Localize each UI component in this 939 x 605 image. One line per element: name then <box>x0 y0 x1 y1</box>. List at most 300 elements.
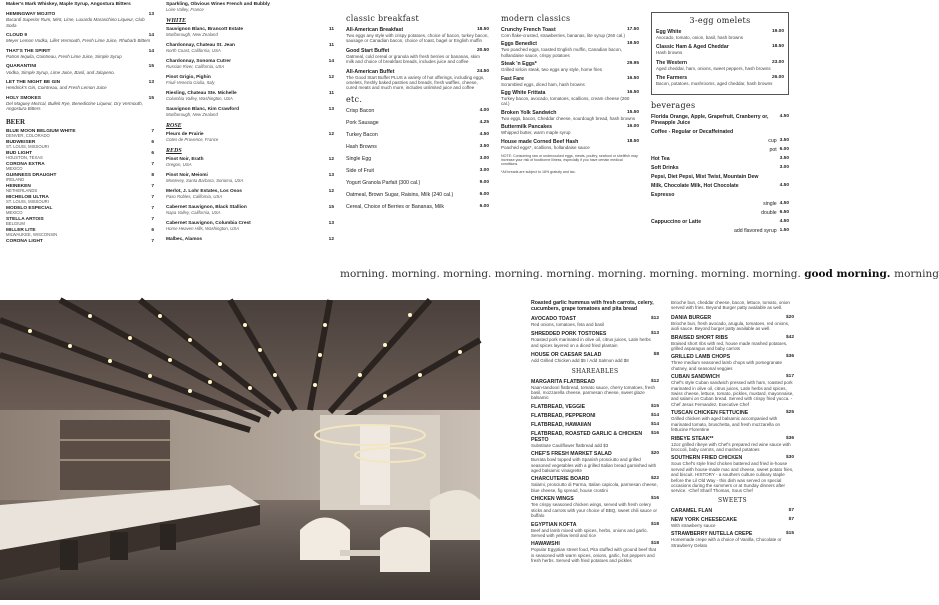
menu-item <box>501 27 639 38</box>
wine-region: Friuli-Venezia Giulia, Italy <box>166 80 215 85</box>
cocktail-name: Maker's Mark Whiskey, Maple Syrup, Angostura Bitters <box>6 2 131 7</box>
wine-price: 15 <box>328 205 334 210</box>
cocktail-column <box>0 0 160 300</box>
item-description: Sous Chef's style fried chicken battered and fried in-house served with house-made mac and cheese, sweet potato fries, and biscuit. HISTORY - a southern culture culinary staple before the Lil Old Way - this dish was served on special occasions during the summers or at Sunday dinners after service. -Chef Sharif Thomas, Sous Chef <box>671 461 794 494</box>
beverage-name: Coffee - Regular or Decaffeinated <box>651 128 734 135</box>
cocktail-name: HEMINGWAY MOJITO <box>6 12 56 18</box>
item-price: 17.50 <box>626 27 639 32</box>
wine-price: 11 <box>328 91 334 96</box>
cocktail-description: Patron tequila, Cointreau, Fresh Lime Juice, Simple Syrup <box>6 54 122 60</box>
beer-name: CORONA LIGHT <box>6 238 43 244</box>
item-description: Homemade crepe with a choice of Vanilla, Chocolate or Strawberry Gelato <box>671 537 782 548</box>
beer-row <box>6 239 154 244</box>
side-item-name: Single Egg <box>346 155 372 162</box>
beverage-name: single <box>763 200 777 207</box>
menu-item <box>671 315 794 332</box>
mains-sweets-column <box>665 298 800 600</box>
menu-item <box>346 48 489 65</box>
wine-name: Cabernet Sauvignon, Columbia Crest <box>166 221 251 226</box>
side-item-row <box>346 120 489 126</box>
cocktail-price: 13 <box>148 12 154 18</box>
beer-price: 7 <box>151 161 154 167</box>
menu-item-name-row <box>531 413 659 419</box>
item-name: All-American Breakfast <box>346 27 404 33</box>
wine-column <box>160 0 340 300</box>
menu-item <box>501 90 639 107</box>
wine-name: Merlot, J. Lohr Estates, Los Osos <box>166 189 242 194</box>
side-item-name: Yogurt Granola Parfait (300 cal.) <box>346 179 421 186</box>
item-name: CHEF'S FRESH MARKET SALAD <box>531 451 612 458</box>
beverage-name: Milk, Chocolate Milk, Hot Chocolate <box>651 182 739 189</box>
beverage-name: Pepsi, Diet Pepsi, Mist Twist, Mountain Dew <box>651 173 759 180</box>
item-description: Roasted pork marinated in olive oil, citrus juices, Latin herbs and spices layered on a diced fried plantain <box>531 337 651 348</box>
cocktail-description: Hendrick's Gin, Cointreau, and Fresh Lemon Juice <box>6 85 107 91</box>
item-name: Good Start Buffet <box>346 47 390 54</box>
beer-price: 8 <box>151 172 154 178</box>
red-wine-title: REDS <box>166 148 182 154</box>
beverage-row <box>651 228 789 234</box>
item-name: Fast Fare <box>501 75 525 82</box>
item-name: FLATBREAD, PEPPERONI <box>531 412 596 419</box>
beverage-price: 6.50 <box>779 209 789 215</box>
allergy-note: NOTE: Consuming raw or undercooked eggs, meats, poultry, seafood or shellfish may increase your risk of foodborne illness, especially if you have certain medical conditions. <box>501 154 638 167</box>
cocktail-item <box>6 80 154 91</box>
item-name: CARAMEL FLAN <box>671 507 713 514</box>
wine-name: Pinot Grigio, Pighin <box>166 75 211 80</box>
beer-price: 6 <box>151 139 154 145</box>
beer-origin: NETHERLANDS <box>6 187 38 193</box>
omelet-item <box>656 44 784 55</box>
morning-word: morning. <box>494 268 547 280</box>
side-item-row <box>346 132 489 138</box>
menu-item <box>671 508 794 514</box>
wine-region: Russian River, California, USA <box>166 64 225 69</box>
side-item-name: Side of Fruit <box>346 167 374 174</box>
etc-title: etc. <box>346 94 363 104</box>
beverage-price: 1.50 <box>779 227 789 233</box>
item-name: The Farmers <box>656 75 688 82</box>
side-item-name: Oatmeal, Brown Sugar, Raisins, Milk (240 cal.) <box>346 191 454 198</box>
wine-price: 11 <box>328 27 334 32</box>
wine-region: Napa Valley, California, USA <box>166 210 221 215</box>
side-item-row <box>346 144 489 150</box>
menu-item-name-row <box>531 404 659 410</box>
omelet-item <box>656 60 784 71</box>
menu-item <box>531 422 659 428</box>
lunch-item <box>531 331 659 348</box>
gratuity-note: *All breads are subject to 18% gratuity and tax. <box>501 169 576 174</box>
beverage-row <box>651 138 789 144</box>
side-item-price: 3.00 <box>479 155 489 161</box>
beer-name: MICHELOB ULTRA <box>6 194 49 200</box>
beer-price: 7 <box>151 183 154 189</box>
item-name: BRAISED SHORT RIBS <box>671 334 728 341</box>
menu-item <box>346 27 489 44</box>
item-price: $25 <box>785 410 794 416</box>
rose-wine-title: ROSE <box>166 123 182 129</box>
item-price: $12 <box>650 378 659 384</box>
menu-item <box>531 379 659 401</box>
item-price: 26.00 <box>771 75 784 81</box>
beer-price: 7 <box>151 238 154 244</box>
wine-region: Cotes de Provence, France <box>166 137 219 142</box>
wine-top-desc: Loire Valley, France <box>166 7 204 12</box>
wine-price: 13 <box>328 221 334 226</box>
menu-item <box>671 517 794 528</box>
item-name: STRAWBERRY NUTELLA CREPE <box>671 531 753 538</box>
wine-price: 12 <box>328 132 334 137</box>
menu-item <box>501 110 639 121</box>
item-price: $22 <box>650 476 659 482</box>
menu-item <box>671 335 794 352</box>
morning-word: morning. <box>546 268 598 280</box>
shareables-column <box>525 298 665 600</box>
beverage-price: 3.50 <box>779 155 789 161</box>
menu-item <box>531 413 659 419</box>
item-name: Buttermilk Pancakes <box>501 124 553 131</box>
lunch-dinner-menu <box>525 298 800 600</box>
beverage-row <box>651 201 789 207</box>
wine-region: Horse Heaven Hills, Washington, USA <box>166 226 239 231</box>
lunch-item <box>531 352 659 363</box>
side-item-price: 3.00 <box>479 167 489 173</box>
menu-item-name-row <box>531 300 659 312</box>
omelets-title: 3-egg omelets <box>689 16 751 25</box>
beverage-price: 4.50 <box>779 113 789 119</box>
item-name: House made Corned Beef Hash <box>501 138 579 145</box>
side-item-name: Pork Sausage <box>346 119 379 126</box>
beverage-name: Cappuccino or Latte <box>651 218 702 225</box>
item-price: 16.00 <box>626 124 639 130</box>
back-bar <box>60 420 170 490</box>
wine-region: Paso Robles, California, USA <box>166 194 223 199</box>
item-name: FLATBREAD, ROASTED GARLIC & CHICKEN PESTO <box>531 430 643 443</box>
beer-title: BEER <box>6 117 26 126</box>
beverage-row <box>651 165 789 171</box>
side-item-price: 4.25 <box>479 119 489 125</box>
item-name: HOUSE OR CAESAR SALAD <box>531 352 602 359</box>
item-description: Red onions, tomatoes, feta and basil <box>531 322 605 327</box>
item-price: 16.50 <box>626 90 639 96</box>
item-price: $7 <box>788 507 794 513</box>
item-name: Classic Ham & Aged Cheddar <box>656 44 729 51</box>
restaurant-interior-photo <box>0 300 480 600</box>
wine-name: Sauvignon Blanc, Brancott Estate <box>166 27 244 32</box>
cocktail-item <box>6 2 154 7</box>
item-name: GRILLED LAMB CHOPS <box>671 354 731 361</box>
item-description: Naan-tandoori flatbread, tomato sauce, cherry tomatoes, fresh basil, mozzarella cheese, parmesan cheese, sweet glaze balsamic <box>531 384 656 401</box>
menu-item <box>671 455 794 493</box>
wine-price: 12 <box>328 189 334 194</box>
wine-price: 13 <box>328 107 334 112</box>
wine-region: Monterey, Santa Barbara, Sonoma, USA <box>166 178 244 183</box>
beverage-price: 4.50 <box>779 218 789 224</box>
cocktail-name: HOLY SMOKES <box>6 95 41 101</box>
beverage-name: Hot Tea <box>651 155 670 162</box>
item-description: Brioche bun, fresh avocado, arugula, tomatoes, red onions, aioli sauce. Beyond burger patty available as well. <box>671 320 790 332</box>
item-description: Add Grilled Chicken add $5 / Add Salmon add $8 <box>531 358 629 364</box>
menu-item <box>671 374 794 407</box>
item-description: The Good Start Buffet PLUS a variety of hot offerings, including eggs, omelets, freshly baked pastries and breads, fresh waffles, cheese, cured meats and much more, includes unlimited juice and coffee <box>346 74 485 91</box>
item-description: Scrambled eggs, diced ham, hash browns <box>501 81 585 87</box>
cocktail-item <box>6 12 154 28</box>
wine-name: Chardonnay, Sonoma Cutrer <box>166 59 231 64</box>
item-price: 18.50 <box>476 27 489 32</box>
beverage-name: pot <box>769 146 777 153</box>
item-name: CHARCUTERIE BOARD <box>531 476 590 483</box>
item-name: MARGARITA FLATBREAD <box>531 378 595 385</box>
menu-item-name-row <box>531 431 659 443</box>
wine-price: 12 <box>328 237 334 242</box>
morning-word: morning <box>894 268 939 280</box>
item-price: 29.95 <box>626 61 639 67</box>
beverage-row <box>651 147 789 153</box>
beer-name: CORONA EXTRA <box>6 161 45 167</box>
side-item-price: 4.50 <box>479 131 489 137</box>
item-name: TUSCAN CHICKEN FETTUCINE <box>671 410 749 417</box>
item-name: EGYPTIAN KOFTA <box>531 521 577 528</box>
omelet-description: Avocado, tomato, onion, basil, hash browns <box>656 35 743 40</box>
wine-name: Pinot Noir, Meiomi <box>166 173 208 178</box>
beer-origin: DENVER, COLORADO <box>6 132 50 138</box>
item-description: Whipped butter, warm maple syrup <box>501 130 571 136</box>
omelets-box <box>651 12 789 95</box>
menu-item <box>531 522 659 539</box>
wine-name: Malbec, Alamos <box>166 237 203 242</box>
morning-word: morning. <box>391 268 444 280</box>
item-price: $15 <box>785 531 794 537</box>
item-name: CUBAN SANDWICH <box>671 374 720 381</box>
item-name: CHICKEN WINGS <box>531 496 574 503</box>
beer-name: GUINNESS DRAUGHT <box>6 172 57 178</box>
modern-classics-title: modern classics <box>501 14 571 23</box>
menu-item <box>671 410 794 432</box>
item-name: Steak 'n Eggs* <box>501 61 537 68</box>
item-description: Salami, prosciutto di Parma, Italian capicola, parmesan cheese, blue cheese, fig spread, house crostini <box>531 482 658 493</box>
beverage-row <box>651 192 789 198</box>
item-name: HAWAWSHI <box>531 541 560 548</box>
beer-origin: ST. LOUIS, MISSOURI <box>6 143 49 149</box>
beverage-row <box>651 114 789 126</box>
beer-name: MODELO ESPECIAL <box>6 205 53 211</box>
menu-item <box>671 436 794 453</box>
item-price: $14 <box>650 412 659 418</box>
item-name: AVOCADO TOAST <box>531 316 577 322</box>
item-description: Burrata bowl topped with Spanish prosciutto and grilled seasoned vegetables with a grilled Italian bread garnished with aged balsamic vinaigrette <box>531 457 657 474</box>
item-price: $20 <box>650 451 659 457</box>
wine-name: Fleurs de Prairie <box>166 132 204 137</box>
cocktail-price: 15 <box>148 95 154 101</box>
item-name: Eggs Benedict <box>501 41 538 48</box>
menu-item <box>531 404 659 410</box>
beer-origin: HOUSTON, TEXAS <box>6 154 43 160</box>
item-price: 19.00 <box>771 29 784 34</box>
beverage-name: double <box>761 209 777 216</box>
item-price: $36 <box>785 354 794 360</box>
item-description: Corn flake-crusted, strawberries, bananas, lite syrup (260 cal.) <box>501 33 626 38</box>
beverage-row <box>651 156 789 162</box>
item-price: $8 <box>653 352 659 358</box>
side-item-price: 6.00 <box>479 191 489 197</box>
item-price: 23.00 <box>771 59 784 65</box>
cocktail-name: LET THE NIGHT BE GIN <box>6 80 61 86</box>
side-item-price: 9.00 <box>479 179 489 185</box>
item-description: Poached eggs*, scallions, hollandaise sauce <box>501 144 590 150</box>
wine-name: Riesling, Chateau Ste. Michelle <box>166 91 237 96</box>
item-price: 15.50 <box>626 109 639 115</box>
menu-item-name-row <box>531 422 659 428</box>
morning-word: morning. <box>752 268 805 280</box>
cocktail-description: Meyer Lemon Vodka, Lillet Vermouth, Fresh Lime Juice, Rhubarb Bitters <box>6 38 151 44</box>
wine-price: 14 <box>328 59 334 64</box>
cocktail-price: 14 <box>148 33 154 39</box>
side-item-name: Crisp Bacon <box>346 107 375 114</box>
menu-item <box>531 541 659 563</box>
restaurant-illustration <box>0 300 480 600</box>
beverage-price: 4.50 <box>779 200 789 206</box>
item-name: SOUTHERN FRIED CHICKEN <box>671 455 743 462</box>
wine-name: Sauvignon Blanc, Kim Crawford <box>166 107 240 112</box>
morning-word: morning. <box>649 268 702 280</box>
wine-name: Pinot Noir, Erath <box>166 157 204 162</box>
menu-item <box>531 476 659 493</box>
menu-item <box>501 61 639 72</box>
item-description: With strawberry sauce <box>671 522 716 528</box>
cocktail-item <box>6 33 154 44</box>
item-name: All-American Buffet <box>346 68 395 75</box>
item-description: Substitute Cauliflower flatbread add $3 <box>531 442 609 448</box>
item-description: Two eggs, bacon, Cheddar cheese, sourdough bread, hash browns <box>501 115 636 121</box>
item-name: Egg White <box>656 29 682 35</box>
wine-name: Chardonnay, Chateau St. Jean <box>166 43 235 48</box>
morning-word: morning. <box>443 268 495 280</box>
item-price: 20.50 <box>476 47 489 53</box>
item-name: RIBEYE STEAK** <box>671 435 714 442</box>
beverage-row <box>651 183 789 189</box>
item-name: Roasted garlic hummus with fresh carrots, celery, cucumbers, grape tomatoes and pita bread <box>531 300 654 312</box>
wine-menu <box>160 0 340 300</box>
item-description: Popular Egyptian street food, Pita stuffed with ground beef that is seasoned with warm spices, onions, garlic, hot peppers and fresh herbs. Served with fried potatoes and pickles <box>531 547 656 564</box>
item-name: FLATBREAD, HAWAIIAN <box>531 421 592 428</box>
menu-item <box>501 139 639 150</box>
side-item-row <box>346 180 489 186</box>
modern-classics-column <box>495 0 645 300</box>
morning-word: morning. <box>340 268 392 280</box>
classic-breakfast-title: classic breakfast <box>346 14 420 23</box>
item-description: Grilled sirloin steak, two eggs any style, home fries <box>501 67 603 73</box>
side-item-price: 3.50 <box>479 143 489 149</box>
item-description: Two poached eggs, toasted English muffin, Canadian bacon, hollandaise sauce, crispy potatoes <box>501 47 622 58</box>
item-price: 16.50 <box>626 75 639 81</box>
wine-price: 13 <box>328 173 334 178</box>
wine-name-row <box>166 237 334 242</box>
white-wine-title: WHITE <box>166 18 187 24</box>
cocktail-description: Vodka, Simple Syrup, Lime Juice, Basil, and Jalapeno. <box>6 69 115 75</box>
menu-item <box>501 124 639 135</box>
beer-name: STELLA ARTOIS <box>6 216 44 222</box>
omelet-description: Hash browns <box>656 50 683 56</box>
item-price: 18.50 <box>771 44 784 50</box>
lunch-item <box>531 300 659 312</box>
beverage-name: Florida Orange, Apple, Grapefruit, Cranberry or, Pineapple Juice <box>651 113 769 126</box>
item-price: $15 <box>650 403 659 409</box>
item-price: $14 <box>650 421 659 427</box>
wine-name: Cabernet Sauvignon, Black Stallion <box>166 205 247 210</box>
cocktail-price: 15 <box>148 64 154 70</box>
menu-item <box>531 451 659 473</box>
omelet-item <box>656 29 784 40</box>
item-price: $12 <box>650 316 659 321</box>
menu-item <box>346 69 489 91</box>
beverage-name: add flavored syrup <box>733 227 777 234</box>
item-price: $18 <box>650 521 659 527</box>
beverage-name: Espresso <box>651 191 675 198</box>
omelet-description: Bacon, potatoes, mushrooms, aged cheddar, hash browns <box>656 81 773 87</box>
beer-price: 7 <box>151 205 154 211</box>
item-description: Turkey bacon, avocado, tomatoes, scallions, cream cheese (260 cal.) <box>501 96 630 107</box>
item-price: $18 <box>650 541 659 547</box>
beer-price: 7 <box>151 128 154 134</box>
wine-top-name: Sparkling, Obvious Wines French and Bubbly <box>166 2 270 7</box>
omelet-description: Aged cheddar, ham, onions, sweet peppers, hash browns <box>656 65 771 71</box>
morning-word: morning. <box>701 268 753 280</box>
menu-item <box>501 76 639 87</box>
beer-price: 7 <box>151 216 154 222</box>
item-price: 19.50 <box>626 41 639 47</box>
item-description: Grilled chicken with aged balsamic accompanied with marinated tomato, bruschetta, and fresh mozzarella on fettucine Florentine <box>671 416 781 433</box>
menu-item <box>671 531 794 548</box>
beer-origin: IRELAND <box>6 176 25 182</box>
beverage-row <box>651 210 789 216</box>
side-item-price: 4.00 <box>479 107 489 113</box>
lunch-item <box>531 316 659 327</box>
side-item-row <box>346 168 489 174</box>
item-price: $36 <box>785 435 794 441</box>
beverage-price: 3.50 <box>779 137 789 143</box>
side-item-name: Cereal, Choice of Berries or Bananas, Milk <box>346 203 445 210</box>
good-morning-word: good morning. <box>804 268 895 280</box>
morning-word: morning. <box>597 268 650 280</box>
beverage-name: Soft Drinks <box>651 164 679 171</box>
item-description: Oatmeal, cold cereal or granola with fresh berries or bananas, skim milk and choice of breakfast breads, includes juice and coffee <box>346 53 480 65</box>
item-name: The Western <box>656 59 688 66</box>
menu-item <box>671 354 794 371</box>
beer-origin: MEXICO <box>6 165 23 171</box>
menu-item <box>531 431 659 448</box>
item-description: Beef and lamb mixed with spices, herbs, onions and garlic. Served with yellow lentil and rice <box>531 527 649 538</box>
breakfast-menu <box>340 0 795 300</box>
wine-region: Marlborough, New Zealand <box>166 112 218 117</box>
item-name: SHREDDED PORK TOSTONES <box>531 331 607 338</box>
item-name: DANIA BURGER <box>671 314 712 321</box>
item-name: Crunchy French Toast <box>501 27 556 33</box>
item-price: 18.50 <box>626 138 639 144</box>
beverage-price: 6.00 <box>779 146 789 152</box>
item-description: Three medium seasoned lamb chops with pomegranate chutney, and seasonal veggies <box>671 360 783 371</box>
cocktail-price: 13 <box>148 80 154 86</box>
item-price: $16 <box>650 496 659 502</box>
menu-item <box>531 496 659 518</box>
beverage-row <box>651 129 789 135</box>
classic-breakfast-column <box>340 0 495 300</box>
cocktail-description: Del Maguey Mezcal, Bulleit Rye, Benedictine Liqueur, Dry Vermouth, Angostura Bitters <box>6 100 143 112</box>
item-price: $20 <box>785 314 794 320</box>
omelets-beverages-column <box>645 0 795 300</box>
cocktail-name: CLOUD 9 <box>6 33 28 39</box>
item-description: Two eggs any style with crispy potatoes, choice of bacon, turkey bacon, sausage or Canadian bacon, choice of toast, bagel or English muffin <box>346 33 489 44</box>
beer-name: BUD LIGHT <box>6 150 33 156</box>
side-item-row <box>346 108 489 114</box>
